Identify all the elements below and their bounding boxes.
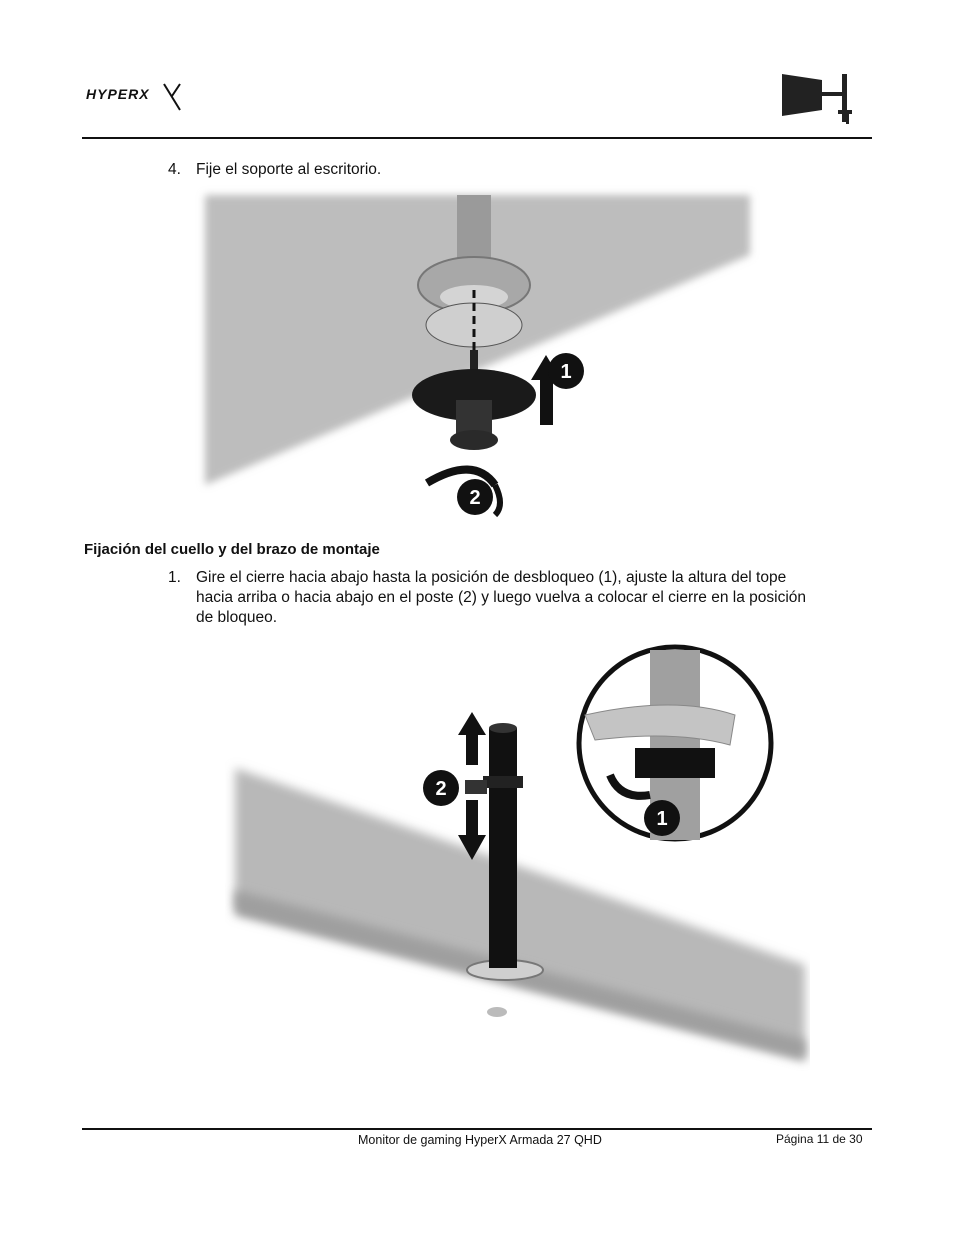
footer-page-number: Página 11 de 30 xyxy=(776,1132,863,1146)
step-text xyxy=(196,568,868,628)
step-4 xyxy=(168,161,381,179)
step-number: 1. xyxy=(168,569,181,586)
desk-mount-illustration xyxy=(195,185,760,525)
step-line: de bloqueo. xyxy=(196,609,278,626)
pole-clamp-illustration xyxy=(225,640,810,1080)
callout-label: 2 xyxy=(469,487,481,509)
callout-label: 1 xyxy=(560,361,572,383)
hyperx-logo-text: HYPERX xyxy=(86,86,150,102)
section-heading: Fijación del cuello y del brazo de montaje xyxy=(84,541,380,558)
callout-label: 2 xyxy=(435,778,447,800)
step-line: Gire el cierre hacia abajo hasta la posición de desbloqueo (1), ajuste la altura del tope xyxy=(196,569,787,586)
hyperx-logo xyxy=(86,82,182,112)
step-number: 4. xyxy=(168,161,181,178)
monitor-arm-icon xyxy=(780,70,856,126)
step-text: Fije el soporte al escritorio. xyxy=(196,161,382,178)
footer-document-title: Monitor de gaming HyperX Armada 27 QHD xyxy=(358,1133,602,1147)
footer-divider xyxy=(82,1128,872,1130)
header-divider xyxy=(82,137,872,139)
step-line: hacia arriba o hacia abajo en el poste (2) y luego vuelva a colocar el cierre en la posición xyxy=(196,589,807,606)
callout-label: 1 xyxy=(656,808,668,830)
